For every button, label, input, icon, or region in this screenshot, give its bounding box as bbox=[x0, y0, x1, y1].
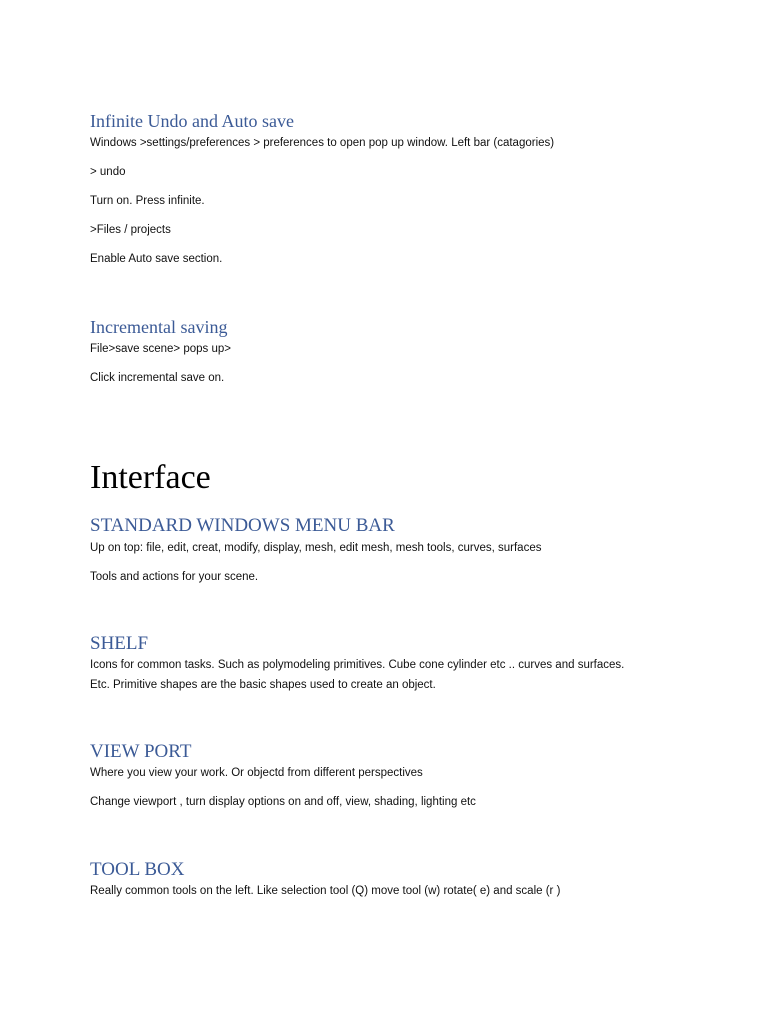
paragraph-turn-on: Turn on. Press infinite. bbox=[90, 195, 205, 207]
heading-standard-windows-menu-bar: STANDARD WINDOWS MENU BAR bbox=[90, 515, 395, 536]
title-interface: Interface bbox=[90, 459, 211, 496]
paragraph-files-projects: >Files / projects bbox=[90, 224, 171, 236]
heading-tool-box: TOOL BOX bbox=[90, 859, 185, 880]
paragraph-tools-actions: Tools and actions for your scene. bbox=[90, 571, 259, 583]
paragraph-primitive-shapes: Etc. Primitive shapes are the basic shapes used to create an object. bbox=[90, 679, 436, 691]
paragraph-undo: > undo bbox=[90, 166, 126, 178]
paragraph-incremental-save: Click incremental save on. bbox=[90, 372, 225, 384]
paragraph-shelf-icons: Icons for common tasks. Such as polymodeling primitives. Cube cone cylinder etc .. curves and surfaces. bbox=[90, 659, 625, 671]
paragraph-save-scene: File>save scene> pops up> bbox=[90, 343, 231, 355]
paragraph-preferences-path: Windows >settings/preferences > preferences to open pop up window. Left bar (catagories) bbox=[90, 137, 555, 149]
paragraph-view-work: Where you view your work. Or objectd from different perspectives bbox=[90, 767, 423, 779]
heading-incremental-saving: Incremental saving bbox=[90, 317, 228, 337]
paragraph-menu-items: Up on top: file, edit, creat, modify, display, mesh, edit mesh, mesh tools, curves, surfaces bbox=[90, 542, 542, 554]
heading-infinite-undo: Infinite Undo and Auto save bbox=[90, 111, 294, 131]
paragraph-enable-auto-save: Enable Auto save section. bbox=[90, 253, 223, 265]
heading-shelf: SHELF bbox=[90, 633, 149, 654]
heading-view-port: VIEW PORT bbox=[90, 741, 192, 762]
paragraph-change-viewport: Change viewport , turn display options on and off, view, shading, lighting etc bbox=[90, 796, 476, 808]
paragraph-common-tools: Really common tools on the left. Like selection tool (Q) move tool (w) rotate( e) and scale (r ) bbox=[90, 885, 561, 897]
